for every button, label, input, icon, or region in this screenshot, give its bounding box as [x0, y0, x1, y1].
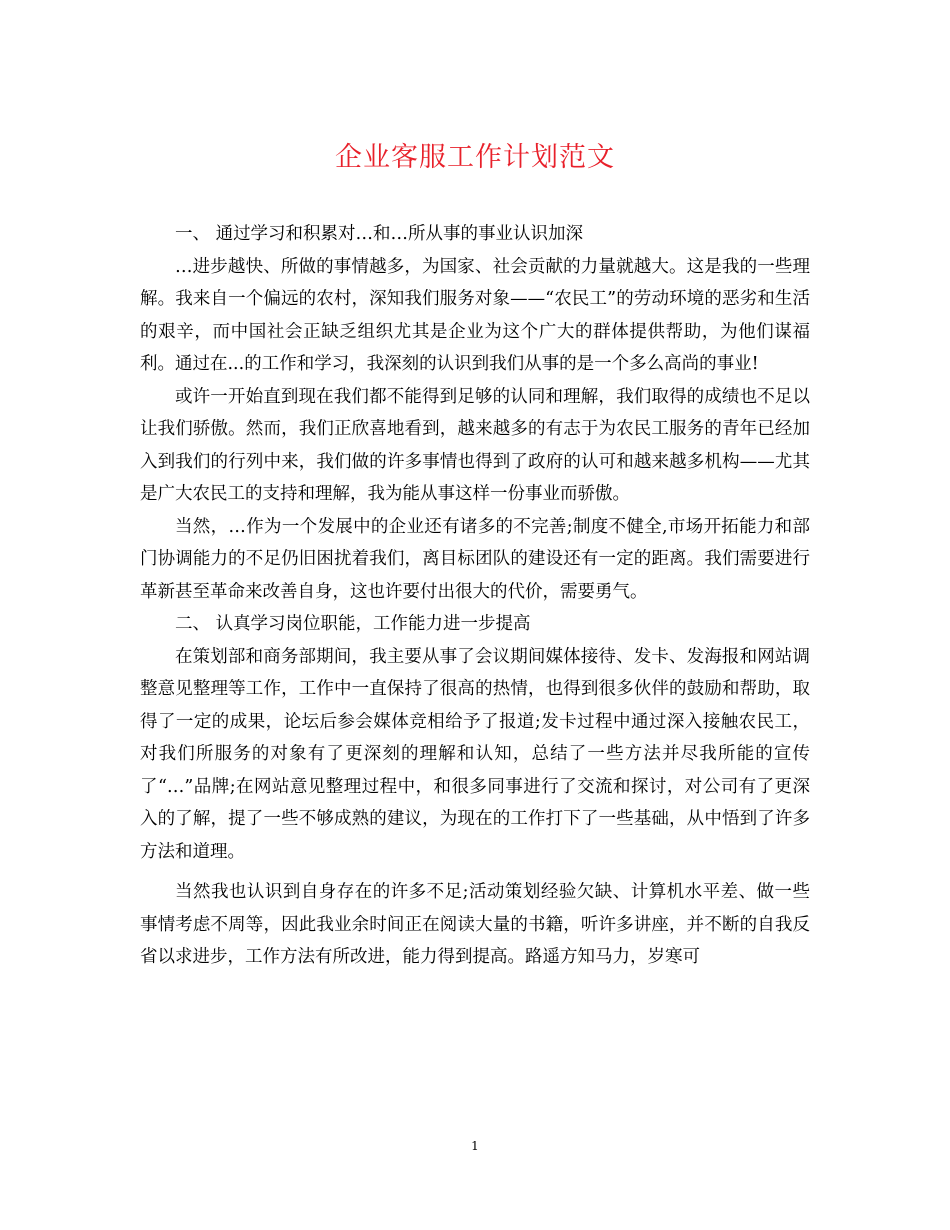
paragraph: 在策划部和商务部期间，我主要从事了会议期间媒体接待、发卡、发海报和网站调整意见整理等工作，工作中一直保持了很高的热情，也得到很多伙伴的鼓励和帮助，取得了一定的成果，论坛后参会媒体竞相给予了报道;发卡过程中通过深入接触农民工，对我们所服务的对象有了更深刻的理解和认知，总结了一些方法并尽我所能的宣传了“…”品牌;在网站意见整理过程中，和很多同事进行了交流和探讨，对公司有了更深入的了解，提了一些不够成熟的建议，为现在的工作打下了一些基础，从中悟到了许多方法和道理。: [140, 646, 810, 862]
paragraph: 当然我也认识到自身存在的许多不足;活动策划经验欠缺、计算机水平差、做一些事情考虑不周等，因此我业余时间正在阅读大量的书籍，听许多讲座，并不断的自我反省以求进步，工作方法有所改进，能力得到提高。路遥方知马力，岁寒可: [140, 882, 810, 967]
paragraph: 或许一开始直到现在我们都不能得到足够的认同和理解，我们取得的成绩也不足以让我们骄傲。然而，我们正欣喜地看到，越来越多的有志于为农民工服务的青年已经加入到我们的行列中来，我们做的许多事情也得到了政府的认可和越来越多机构——尤其是广大农民工的支持和理解，我为能从事这样一份事业而骄傲。: [140, 386, 810, 504]
document-body: [140, 218, 810, 974]
page-number: 1: [471, 1139, 479, 1153]
section-heading-2: 二、 认真学习岗位职能，工作能力进一步提高: [175, 614, 531, 634]
paragraph: …进步越快、所做的事情越多，为国家、社会贡献的力量就越大。这是我的一些理解。我来自一个偏远的农村，深知我们服务对象——“农民工”的劳动环境的恶劣和生活的艰辛，而中国社会正缺乏组织尤其是企业为这个广大的群体提供帮助，为他们谋福利。通过在...的工作和学习，我深刻的认识到我们从事的是一个多么高尚的事业!: [140, 256, 810, 374]
section-heading-1: 一、 通过学习和积累对…和…所从事的事业认识加深: [175, 224, 584, 244]
document-title: 企业客服工作计划范文: [335, 142, 615, 173]
paragraph: 当然，…作为一个发展中的企业还有诸多的不完善;制度不健全,市场开拓能力和部门协调能力的不足仍旧困扰着我们，离目标团队的建设还有一定的距离。我们需要进行革新甚至革命来改善自身，这也许要付出很大的代价，需要勇气。: [140, 516, 810, 602]
